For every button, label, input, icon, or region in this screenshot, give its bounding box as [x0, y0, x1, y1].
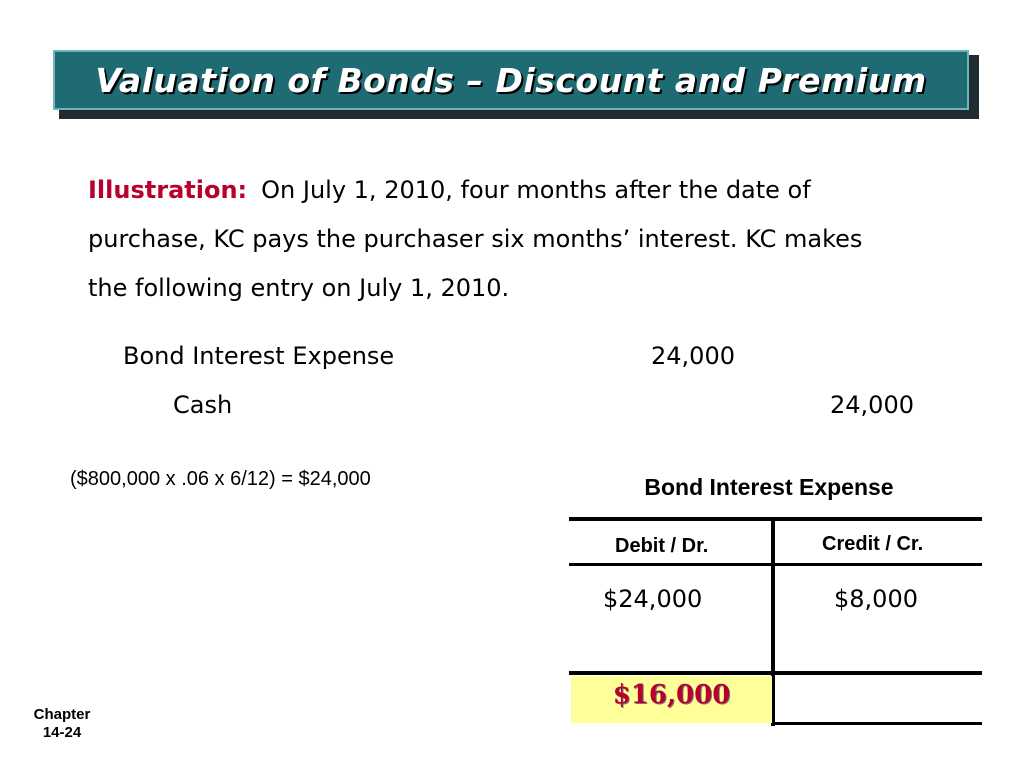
je-debit-account: Bond Interest Expense — [123, 342, 395, 370]
je-debit-amount: 24,000 — [651, 342, 735, 370]
illustration-paragraph — [88, 166, 908, 313]
chapter-label: Chapter — [33, 706, 91, 723]
t-debit-header: Debit / Dr. — [615, 535, 709, 557]
t-account-top-rule — [569, 517, 982, 521]
t-account-title: Bond Interest Expense — [644, 474, 894, 500]
slide-title: Valuation of Bonds – Discount and Premium — [95, 60, 927, 100]
illustration-text: On July 1, 2010, four months after the date of purchase, KC pays the purchaser six months’ interest. KC makes the following entry on July 1, 2010. — [88, 176, 863, 302]
title-banner — [53, 50, 969, 110]
t-balance-value: $16,000 — [612, 680, 731, 710]
t-account-bottom-rule — [773, 722, 982, 725]
t-account-balance-rule — [569, 671, 982, 675]
chapter-number: 14-24 — [42, 724, 82, 741]
illustration-label: Illustration: — [88, 176, 248, 204]
je-credit-amount: 24,000 — [830, 391, 914, 419]
interest-calculation: ($800,000 x .06 x 6/12) = $24,000 — [70, 468, 371, 490]
t-debit-value: $24,000 — [603, 585, 703, 613]
chapter-footer — [22, 706, 102, 742]
je-credit-account: Cash — [173, 391, 233, 419]
t-credit-value: $8,000 — [834, 585, 918, 613]
t-account-header-rule — [569, 563, 982, 566]
t-credit-header: Credit / Cr. — [822, 533, 924, 555]
